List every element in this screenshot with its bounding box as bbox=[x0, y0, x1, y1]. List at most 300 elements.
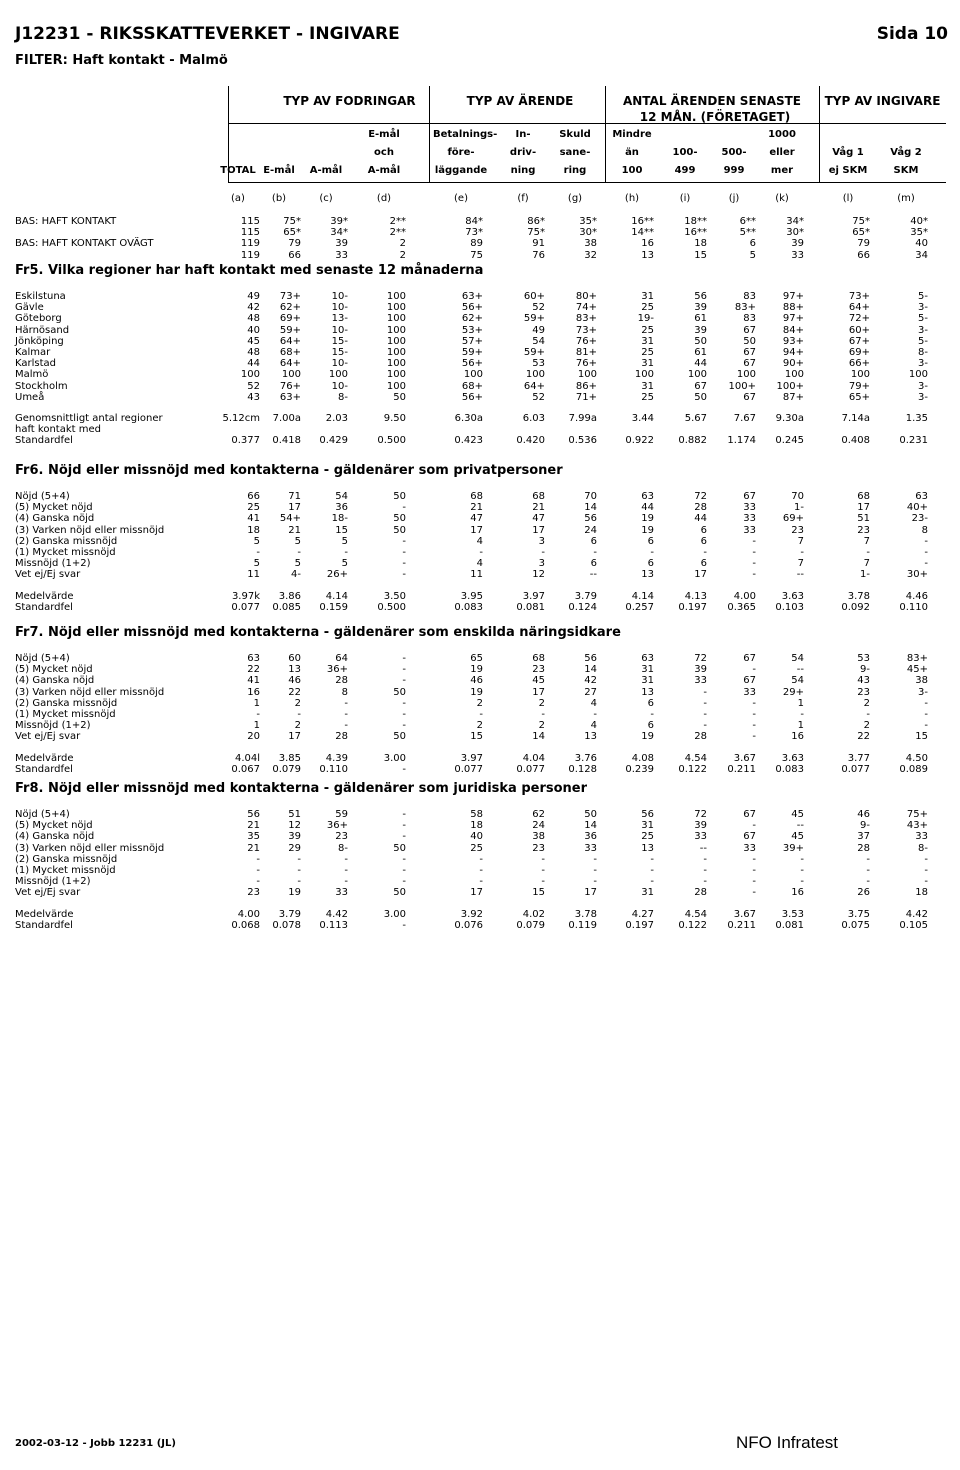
table-cell: 16** bbox=[684, 227, 707, 239]
table-cell: 7 bbox=[797, 558, 804, 570]
table-cell: 0.081 bbox=[775, 919, 804, 931]
table-cell: - bbox=[924, 547, 928, 558]
table-cell: 76+ bbox=[279, 380, 301, 392]
table-cell: - bbox=[752, 535, 756, 547]
table-cell: 62+ bbox=[279, 302, 301, 314]
row-label: (5) Mycket nöjd bbox=[15, 502, 93, 514]
table-cell: 14 bbox=[584, 664, 597, 676]
table-cell: 18 bbox=[694, 238, 707, 250]
table-cell: 65* bbox=[283, 227, 301, 239]
row-label: (2) Ganska missnöjd bbox=[15, 697, 118, 709]
column-header-text: A-mål bbox=[309, 165, 343, 176]
table-cell: 39* bbox=[330, 216, 348, 227]
table-cell: - bbox=[402, 675, 406, 687]
table-cell: - bbox=[593, 876, 597, 888]
header-sep-1 bbox=[429, 86, 430, 182]
table-cell: 34* bbox=[786, 216, 804, 227]
table-cell: 40+ bbox=[906, 502, 928, 514]
table-cell: - bbox=[924, 876, 928, 888]
table-cell: 39 bbox=[288, 831, 301, 843]
table-cell: 40 bbox=[247, 324, 260, 336]
table-cell: 68 bbox=[470, 491, 483, 502]
table-cell: 0.122 bbox=[678, 763, 707, 775]
table-cell: 16** bbox=[631, 216, 654, 227]
table-cell: 0.081 bbox=[516, 601, 545, 613]
row-label: (1) Mycket missnöjd bbox=[15, 709, 116, 720]
table-cell: 0.536 bbox=[568, 435, 597, 447]
table-cell: 26+ bbox=[326, 569, 348, 581]
table-cell: - bbox=[593, 865, 597, 876]
table-cell: 44 bbox=[694, 358, 707, 370]
table-cell: - bbox=[752, 887, 756, 899]
table-cell: 14 bbox=[584, 502, 597, 514]
table-cell: 0.078 bbox=[272, 919, 301, 931]
table-cell: 73* bbox=[465, 227, 483, 239]
table-cell: 23 bbox=[791, 524, 804, 536]
row-label: Karlstad bbox=[15, 358, 57, 370]
table-cell: 100 bbox=[386, 347, 406, 358]
table-cell: 40 bbox=[915, 238, 928, 250]
table-cell: 3.86 bbox=[278, 590, 301, 602]
table-cell: 100+ bbox=[728, 380, 756, 392]
table-cell: 0.110 bbox=[319, 763, 348, 775]
table-cell: 2 bbox=[399, 238, 406, 250]
table-cell: 3.92 bbox=[460, 908, 483, 920]
table-cell: 33 bbox=[743, 686, 756, 698]
table-cell: - bbox=[297, 876, 301, 888]
table-cell: 33 bbox=[791, 249, 804, 261]
table-cell: 4.42 bbox=[905, 908, 928, 920]
table-cell: 40 bbox=[470, 831, 483, 843]
table-cell: 6.03 bbox=[522, 413, 545, 424]
column-header-text: SKM bbox=[893, 165, 919, 176]
table-cell: 0.083 bbox=[775, 763, 804, 775]
group-header-arende: TYP AV ÄRENDE bbox=[466, 94, 574, 108]
table-cell: 75 bbox=[470, 249, 483, 261]
table-cell: 25 bbox=[247, 502, 260, 514]
table-cell: 63+ bbox=[461, 291, 483, 302]
table-cell: - bbox=[752, 731, 756, 743]
table-cell: 36+ bbox=[326, 664, 348, 676]
table-cell: 100 bbox=[386, 302, 406, 314]
table-cell: 4.04 bbox=[522, 752, 545, 764]
table-cell: 11 bbox=[247, 569, 260, 581]
table-cell: 2 bbox=[476, 720, 483, 732]
table-cell: - bbox=[256, 709, 260, 720]
section-title: Fr7. Nöjd eller missnöjd med kontakterna - gäldenärer som enskilda näringsidkare bbox=[15, 625, 621, 640]
table-cell: 3- bbox=[918, 358, 928, 370]
table-cell: 119 bbox=[240, 249, 260, 261]
table-cell: 50 bbox=[694, 391, 707, 403]
table-cell: 83 bbox=[743, 313, 756, 325]
table-cell: 28 bbox=[694, 731, 707, 743]
table-cell: 23 bbox=[335, 831, 348, 843]
table-cell: 31 bbox=[641, 291, 654, 302]
table-cell: 10- bbox=[331, 324, 348, 336]
table-cell: - bbox=[593, 709, 597, 720]
row-label: Standardfel bbox=[15, 763, 73, 775]
table-cell: 15 bbox=[532, 887, 545, 899]
table-cell: 115 bbox=[240, 216, 260, 227]
header-rule-bottom bbox=[228, 182, 946, 183]
table-cell: 56 bbox=[694, 291, 707, 302]
table-cell: - bbox=[344, 865, 348, 876]
table-cell: 3.75 bbox=[847, 908, 870, 920]
table-cell: 4.14 bbox=[631, 590, 654, 602]
table-cell: 42 bbox=[247, 302, 260, 314]
row-label: Nöjd (5+4) bbox=[15, 653, 70, 664]
table-cell: 67 bbox=[743, 358, 756, 370]
table-cell: - bbox=[752, 820, 756, 832]
table-cell: 36 bbox=[584, 831, 597, 843]
table-cell: 56+ bbox=[461, 358, 483, 370]
table-cell: 5- bbox=[918, 313, 928, 325]
table-cell: - bbox=[800, 547, 804, 558]
table-cell: 5 bbox=[749, 249, 756, 261]
table-cell: 54 bbox=[532, 335, 545, 347]
table-cell: - bbox=[703, 720, 707, 732]
table-cell: 44 bbox=[694, 513, 707, 525]
table-cell: 50 bbox=[393, 731, 406, 743]
table-cell: - bbox=[752, 720, 756, 732]
section-title: Fr6. Nöjd eller missnöjd med kontakterna - gäldenärer som privatpersoner bbox=[15, 463, 563, 478]
table-cell: 3- bbox=[918, 686, 928, 698]
table-cell: 46 bbox=[857, 809, 870, 820]
table-cell: 68 bbox=[532, 653, 545, 664]
table-cell: - bbox=[479, 547, 483, 558]
table-cell: 74+ bbox=[575, 302, 597, 314]
row-label: Härnösand bbox=[15, 324, 70, 336]
table-cell: 18 bbox=[247, 524, 260, 536]
table-cell: 84+ bbox=[782, 324, 804, 336]
table-cell: - bbox=[344, 853, 348, 865]
table-cell: 18** bbox=[684, 216, 707, 227]
table-cell: - bbox=[703, 865, 707, 876]
table-cell: 63 bbox=[915, 491, 928, 502]
table-cell: 4.13 bbox=[684, 590, 707, 602]
table-cell: 32 bbox=[584, 249, 597, 261]
table-cell: 10- bbox=[331, 358, 348, 370]
table-cell: 0.231 bbox=[899, 435, 928, 447]
table-cell: - bbox=[402, 865, 406, 876]
table-cell: 50 bbox=[393, 391, 406, 403]
table-cell: 7.00a bbox=[272, 413, 301, 424]
table-cell: 58 bbox=[470, 809, 483, 820]
table-cell: 70 bbox=[791, 491, 804, 502]
table-cell: 100 bbox=[577, 369, 597, 381]
column-header-text: läggande bbox=[434, 165, 488, 176]
table-cell: 75* bbox=[283, 216, 301, 227]
table-cell: 33 bbox=[915, 831, 928, 843]
table-cell: 100 bbox=[281, 369, 301, 381]
table-cell: 63 bbox=[641, 653, 654, 664]
table-cell: 100 bbox=[463, 369, 483, 381]
row-label: (1) Mycket missnöjd bbox=[15, 547, 116, 558]
table-cell: 15- bbox=[331, 335, 348, 347]
column-header-text: E-mål bbox=[263, 165, 295, 176]
table-cell: 65* bbox=[852, 227, 870, 239]
table-cell: 5 bbox=[253, 558, 260, 570]
table-cell: 3.77 bbox=[847, 752, 870, 764]
table-cell: 7 bbox=[863, 558, 870, 570]
table-cell: 21 bbox=[247, 842, 260, 854]
table-cell: 66+ bbox=[848, 358, 870, 370]
table-cell: 4.42 bbox=[325, 908, 348, 920]
table-cell: 16 bbox=[247, 686, 260, 698]
table-cell: 21 bbox=[532, 502, 545, 514]
column-header-text: än bbox=[625, 147, 639, 158]
table-cell: - bbox=[402, 569, 406, 581]
table-cell: 59+ bbox=[523, 347, 545, 358]
table-cell: 35* bbox=[910, 227, 928, 239]
table-cell: 15 bbox=[915, 731, 928, 743]
row-label: Standardfel bbox=[15, 435, 73, 447]
row-label: (4) Ganska nöjd bbox=[15, 675, 95, 687]
table-cell: 0.077 bbox=[454, 763, 483, 775]
table-cell: 19 bbox=[470, 686, 483, 698]
table-cell: 0.197 bbox=[678, 601, 707, 613]
table-cell: - bbox=[650, 709, 654, 720]
table-cell: 5** bbox=[739, 227, 756, 239]
table-cell: 62 bbox=[532, 809, 545, 820]
table-cell: 53 bbox=[857, 653, 870, 664]
table-cell: 0.922 bbox=[625, 435, 654, 447]
table-cell: 16 bbox=[641, 238, 654, 250]
table-cell: 75* bbox=[852, 216, 870, 227]
table-cell: 8- bbox=[918, 842, 928, 854]
table-cell: -- bbox=[796, 664, 804, 676]
table-cell: 45 bbox=[791, 831, 804, 843]
column-header-text: E-mål bbox=[368, 129, 400, 140]
table-cell: 39 bbox=[694, 302, 707, 314]
table-cell: 76+ bbox=[575, 335, 597, 347]
table-cell: 28 bbox=[694, 502, 707, 514]
table-cell: 0.408 bbox=[841, 435, 870, 447]
table-cell: 25 bbox=[641, 347, 654, 358]
table-cell: 59+ bbox=[461, 347, 483, 358]
table-cell: 83 bbox=[743, 291, 756, 302]
table-cell: 40* bbox=[910, 216, 928, 227]
table-cell: 100+ bbox=[776, 380, 804, 392]
table-cell: 30+ bbox=[906, 569, 928, 581]
table-cell: 67 bbox=[743, 831, 756, 843]
table-cell: 7.14a bbox=[841, 413, 870, 424]
table-cell: - bbox=[256, 547, 260, 558]
table-cell: 5.67 bbox=[684, 413, 707, 424]
table-cell: 13 bbox=[641, 569, 654, 581]
table-cell: 0.110 bbox=[899, 601, 928, 613]
table-cell: 19- bbox=[637, 313, 654, 325]
table-cell: - bbox=[402, 709, 406, 720]
table-cell: 48 bbox=[247, 313, 260, 325]
group-header-ingivare: TYP AV INGIVARE bbox=[824, 94, 941, 108]
table-cell: - bbox=[541, 853, 545, 865]
table-cell: 9- bbox=[860, 664, 870, 676]
table-cell: 68+ bbox=[461, 380, 483, 392]
table-cell: 23 bbox=[532, 842, 545, 854]
table-cell: - bbox=[297, 865, 301, 876]
table-cell: 6 bbox=[647, 697, 654, 709]
table-cell: 34* bbox=[330, 227, 348, 239]
row-label: Vet ej/Ej svar bbox=[15, 569, 81, 581]
row-label: (5) Mycket nöjd bbox=[15, 820, 93, 832]
table-cell: 17 bbox=[288, 502, 301, 514]
table-cell: 18 bbox=[915, 887, 928, 899]
table-cell: 3.78 bbox=[574, 908, 597, 920]
table-cell: 0.420 bbox=[516, 435, 545, 447]
row-label: Göteborg bbox=[15, 313, 62, 325]
table-cell: 35* bbox=[579, 216, 597, 227]
table-cell: 54+ bbox=[279, 513, 301, 525]
table-cell: 0.500 bbox=[377, 601, 406, 613]
table-cell: 3 bbox=[538, 558, 545, 570]
table-cell: - bbox=[402, 853, 406, 865]
table-cell: 100 bbox=[386, 380, 406, 392]
table-cell: - bbox=[650, 547, 654, 558]
table-cell: 67 bbox=[743, 347, 756, 358]
table-cell: 0.103 bbox=[775, 601, 804, 613]
section-title: Fr5. Vilka regioner har haft kontakt med senaste 12 månaderna bbox=[15, 263, 484, 278]
table-cell: 33 bbox=[743, 524, 756, 536]
table-cell: 17 bbox=[857, 502, 870, 514]
table-cell: 41 bbox=[247, 675, 260, 687]
table-cell: 3- bbox=[918, 380, 928, 392]
row-label: Genomsnittligt antal regioner bbox=[15, 413, 163, 424]
table-cell: 1 bbox=[797, 720, 804, 732]
table-cell: 0.077 bbox=[231, 601, 260, 613]
table-cell: - bbox=[703, 547, 707, 558]
table-cell: 2 bbox=[538, 697, 545, 709]
footer-job-info: 2002-03-12 - Jobb 12231 (JL) bbox=[15, 1438, 176, 1449]
table-cell: 9.30a bbox=[775, 413, 804, 424]
group-header-fodringar: TYP AV FODRINGAR bbox=[283, 94, 416, 108]
table-cell: 80+ bbox=[575, 291, 597, 302]
table-cell: - bbox=[866, 853, 870, 865]
column-header-text: eller bbox=[769, 147, 795, 158]
table-cell: 66 bbox=[247, 491, 260, 502]
column-header-text: Våg 2 bbox=[890, 147, 922, 158]
table-cell: 60+ bbox=[523, 291, 545, 302]
row-label: (3) Varken nöjd eller missnöjd bbox=[15, 842, 165, 854]
table-cell: 70 bbox=[584, 491, 597, 502]
column-letter: (l) bbox=[842, 193, 854, 204]
table-cell: 45+ bbox=[906, 664, 928, 676]
table-cell: 4.00 bbox=[733, 590, 756, 602]
table-cell: 4.14 bbox=[325, 590, 348, 602]
table-cell: 50 bbox=[393, 686, 406, 698]
table-cell: 1- bbox=[794, 502, 804, 514]
table-cell: 4 bbox=[476, 535, 483, 547]
table-cell: 4.00 bbox=[237, 908, 260, 920]
table-cell: 67 bbox=[743, 391, 756, 403]
table-cell: 0.418 bbox=[272, 435, 301, 447]
table-cell: - bbox=[752, 547, 756, 558]
table-cell: 10- bbox=[331, 291, 348, 302]
group-header-antal-1: ANTAL ÄRENDEN SENASTE bbox=[622, 94, 802, 108]
table-cell: 2 bbox=[863, 720, 870, 732]
table-cell: 1 bbox=[253, 697, 260, 709]
table-cell: 52 bbox=[247, 380, 260, 392]
table-cell: 67 bbox=[743, 491, 756, 502]
table-cell: 71 bbox=[288, 491, 301, 502]
column-header-text: 1000 bbox=[768, 129, 796, 140]
row-label: (4) Ganska nöjd bbox=[15, 513, 95, 525]
table-cell: - bbox=[256, 853, 260, 865]
table-cell: 2 bbox=[399, 249, 406, 261]
table-cell: 100 bbox=[386, 369, 406, 381]
table-cell: 3.00 bbox=[383, 752, 406, 764]
table-cell: - bbox=[541, 709, 545, 720]
table-cell: 97+ bbox=[782, 291, 804, 302]
table-cell: 33 bbox=[694, 675, 707, 687]
row-label: Gävle bbox=[15, 302, 44, 314]
table-cell: 17 bbox=[288, 731, 301, 743]
table-cell: 30* bbox=[579, 227, 597, 239]
table-cell: 68 bbox=[857, 491, 870, 502]
table-cell: 3.44 bbox=[631, 413, 654, 424]
table-cell: 45 bbox=[532, 675, 545, 687]
column-letter: (e) bbox=[454, 193, 468, 204]
table-cell: 56 bbox=[641, 809, 654, 820]
table-cell: 46 bbox=[288, 675, 301, 687]
table-cell: 0.079 bbox=[272, 763, 301, 775]
table-cell: 57+ bbox=[461, 335, 483, 347]
table-cell: 0.067 bbox=[231, 763, 260, 775]
column-header-text: Betalnings- bbox=[433, 129, 498, 140]
table-cell: 13 bbox=[641, 842, 654, 854]
column-header-text: och bbox=[374, 147, 394, 158]
table-cell: 29 bbox=[288, 842, 301, 854]
table-cell: 59 bbox=[335, 809, 348, 820]
row-label: Nöjd (5+4) bbox=[15, 491, 70, 502]
table-cell: 49 bbox=[532, 324, 545, 336]
table-cell: 47 bbox=[532, 513, 545, 525]
table-cell: 100 bbox=[386, 313, 406, 325]
table-cell: 11 bbox=[470, 569, 483, 581]
table-cell: 41 bbox=[247, 513, 260, 525]
table-cell: 6 bbox=[590, 535, 597, 547]
table-cell: 0.077 bbox=[841, 763, 870, 775]
table-cell: - bbox=[402, 720, 406, 732]
table-cell: 8- bbox=[338, 391, 348, 403]
table-cell: - bbox=[752, 853, 756, 865]
table-cell: 64+ bbox=[279, 358, 301, 370]
table-cell: 0.239 bbox=[625, 763, 654, 775]
table-cell: 0.211 bbox=[727, 919, 756, 931]
table-cell: 17 bbox=[532, 524, 545, 536]
table-cell: 53 bbox=[532, 358, 545, 370]
column-letter: (i) bbox=[679, 193, 691, 204]
table-cell: - bbox=[752, 697, 756, 709]
table-cell: 44 bbox=[247, 358, 260, 370]
table-cell: 100 bbox=[328, 369, 348, 381]
table-cell: 53+ bbox=[461, 324, 483, 336]
table-cell: 60 bbox=[288, 653, 301, 664]
table-cell: 43+ bbox=[906, 820, 928, 832]
table-cell: 1.35 bbox=[905, 413, 928, 424]
table-cell: 21 bbox=[470, 502, 483, 514]
column-header-text: Våg 1 bbox=[832, 147, 864, 158]
table-cell: 68 bbox=[532, 491, 545, 502]
table-cell: 2 bbox=[538, 720, 545, 732]
report-title: J12231 - RIKSSKATTEVERKET - INGIVARE bbox=[15, 24, 400, 44]
table-cell: 119 bbox=[240, 238, 260, 250]
table-cell: 0.423 bbox=[454, 435, 483, 447]
table-cell: 54 bbox=[791, 653, 804, 664]
column-letter: (k) bbox=[775, 193, 789, 204]
table-cell: 100 bbox=[386, 291, 406, 302]
table-cell: 48 bbox=[247, 347, 260, 358]
